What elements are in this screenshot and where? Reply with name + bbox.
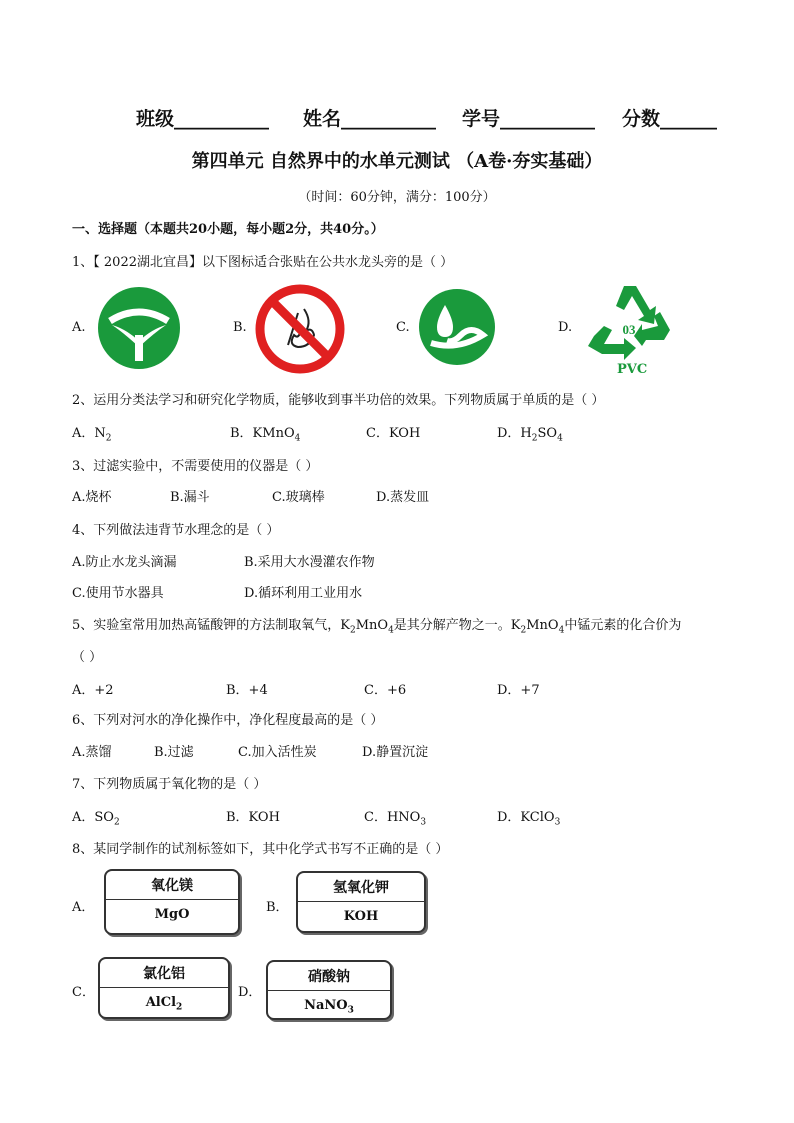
q5-option-b[interactable]: B．+4 [226,683,268,698]
q3-option-b[interactable]: B.漏斗 [170,490,210,505]
reagent-formula-d: NaNO$_3$ [304,998,354,1016]
q4-option-b[interactable]: B.采用大水漫灌农作物 [244,555,375,570]
recycle-number: 03 [622,322,636,337]
reagent-name-d: 硝酸钠 [308,969,350,985]
score-field[interactable]: 分数______ [622,108,718,130]
reagent-label-a[interactable] [104,869,240,935]
q3-option-c[interactable]: C.玻璃棒 [272,490,325,505]
q4-option-c[interactable]: C.使用节水器具 [72,586,164,601]
question-6: 6、下列对河水的净化操作中，净化程度最高的是（ ） [72,713,384,728]
section-heading: 一、选择题（本题共20小题，每小题2分，共40分。） [72,222,384,237]
q8-option-c-label: C． [72,985,95,1000]
q2-option-d[interactable]: D．$H_2SO_4$ [497,426,563,444]
q2-option-c[interactable]: C．KOH [366,426,421,441]
q1-option-c-label: C. [396,320,410,335]
q1-option-a-label: A. [72,320,86,335]
question-7: 7、下列物质属于氧化物的是（ ） [72,777,267,792]
question-5: 5、实验室常用加热高锰酸钾的方法制取氧气，$K_2MnO_4$是其分解产物之一。$K_2MnO_4$中锰元素的化合价为 [72,618,682,636]
question-3: 3、过滤实验中，不需要使用的仪器是（ ） [72,459,319,474]
q1-option-d-label: D. [558,320,573,335]
class-field[interactable]: 班级__________ [136,108,270,130]
q2-option-a[interactable]: A．$N_2$ [72,426,112,444]
reagent-formula-a: MgO [154,907,190,922]
q7-option-c[interactable]: C．$HNO_3$ [364,810,427,828]
question-5-cont: （ ） [72,650,103,665]
q6-option-b[interactable]: B.过滤 [154,745,194,760]
page-subtitle: （时间：60分钟，满分：100分） [298,190,496,205]
water-saving-icon [417,287,497,367]
q3-option-d[interactable]: D.蒸发皿 [376,490,430,505]
question-4: 4、下列做法违背节水理念的是（ ） [72,523,280,538]
reagent-formula-b: KOH [343,909,379,924]
q8-option-b-label: B． [266,900,289,915]
q5-option-c[interactable]: C．+6 [364,683,407,698]
recycle-icon [584,280,676,360]
q7-option-a[interactable]: A．$SO_2$ [72,810,120,828]
q4-option-a[interactable]: A.防止水龙头滴漏 [72,555,177,570]
q5-option-d[interactable]: D．+7 [497,683,540,698]
reagent-label-c[interactable] [98,957,230,1019]
green-food-icon [94,285,184,371]
question-8: 8、某同学制作的试剂标签如下，其中化学式书写不正确的是（ ） [72,842,449,857]
q2-option-b[interactable]: B．KMnO$_4$ [230,426,301,444]
no-fire-icon [254,283,346,375]
student-id-field[interactable]: 学号__________ [462,108,596,130]
question-1: 1、【 2022湖北宜昌】以下图标适合张贴在公共水龙头旁的是（ ） [72,255,454,270]
reagent-name-c: 氯化铝 [143,966,185,982]
q8-option-d-label: D． [238,985,262,1000]
reagent-name-b: 氢氧化钾 [333,880,389,896]
recycle-pvc-text: PVC [617,362,648,377]
reagent-formula-c: AlCl$_2$ [145,995,183,1013]
q6-option-c[interactable]: C.加入活性炭 [238,745,317,760]
reagent-name-a: 氧化镁 [151,878,193,894]
q1-option-b-label: B. [233,320,247,335]
q6-option-a[interactable]: A.蒸馏 [72,745,112,760]
reagent-label-b[interactable] [296,871,426,933]
q7-option-d[interactable]: D．KClO$_3$ [497,810,561,828]
question-2: 2、运用分类法学习和研究化学物质，能够收到事半功倍的效果。下列物质属于单质的是（ ） [72,393,605,408]
page-title: 第四单元 自然界中的水单元测试 （A卷·夯实基础） [191,151,603,172]
q8-option-a-label: A． [72,900,95,915]
q6-option-d[interactable]: D.静置沉淀 [362,745,429,760]
q4-option-d[interactable]: D.循环利用工业用水 [244,586,363,601]
q5-option-a[interactable]: A．+2 [72,683,114,698]
reagent-label-d[interactable] [266,960,392,1020]
q3-option-a[interactable]: A.烧杯 [72,490,112,505]
name-field[interactable]: 姓名__________ [303,108,437,130]
q7-option-b[interactable]: B．KOH [226,810,280,825]
